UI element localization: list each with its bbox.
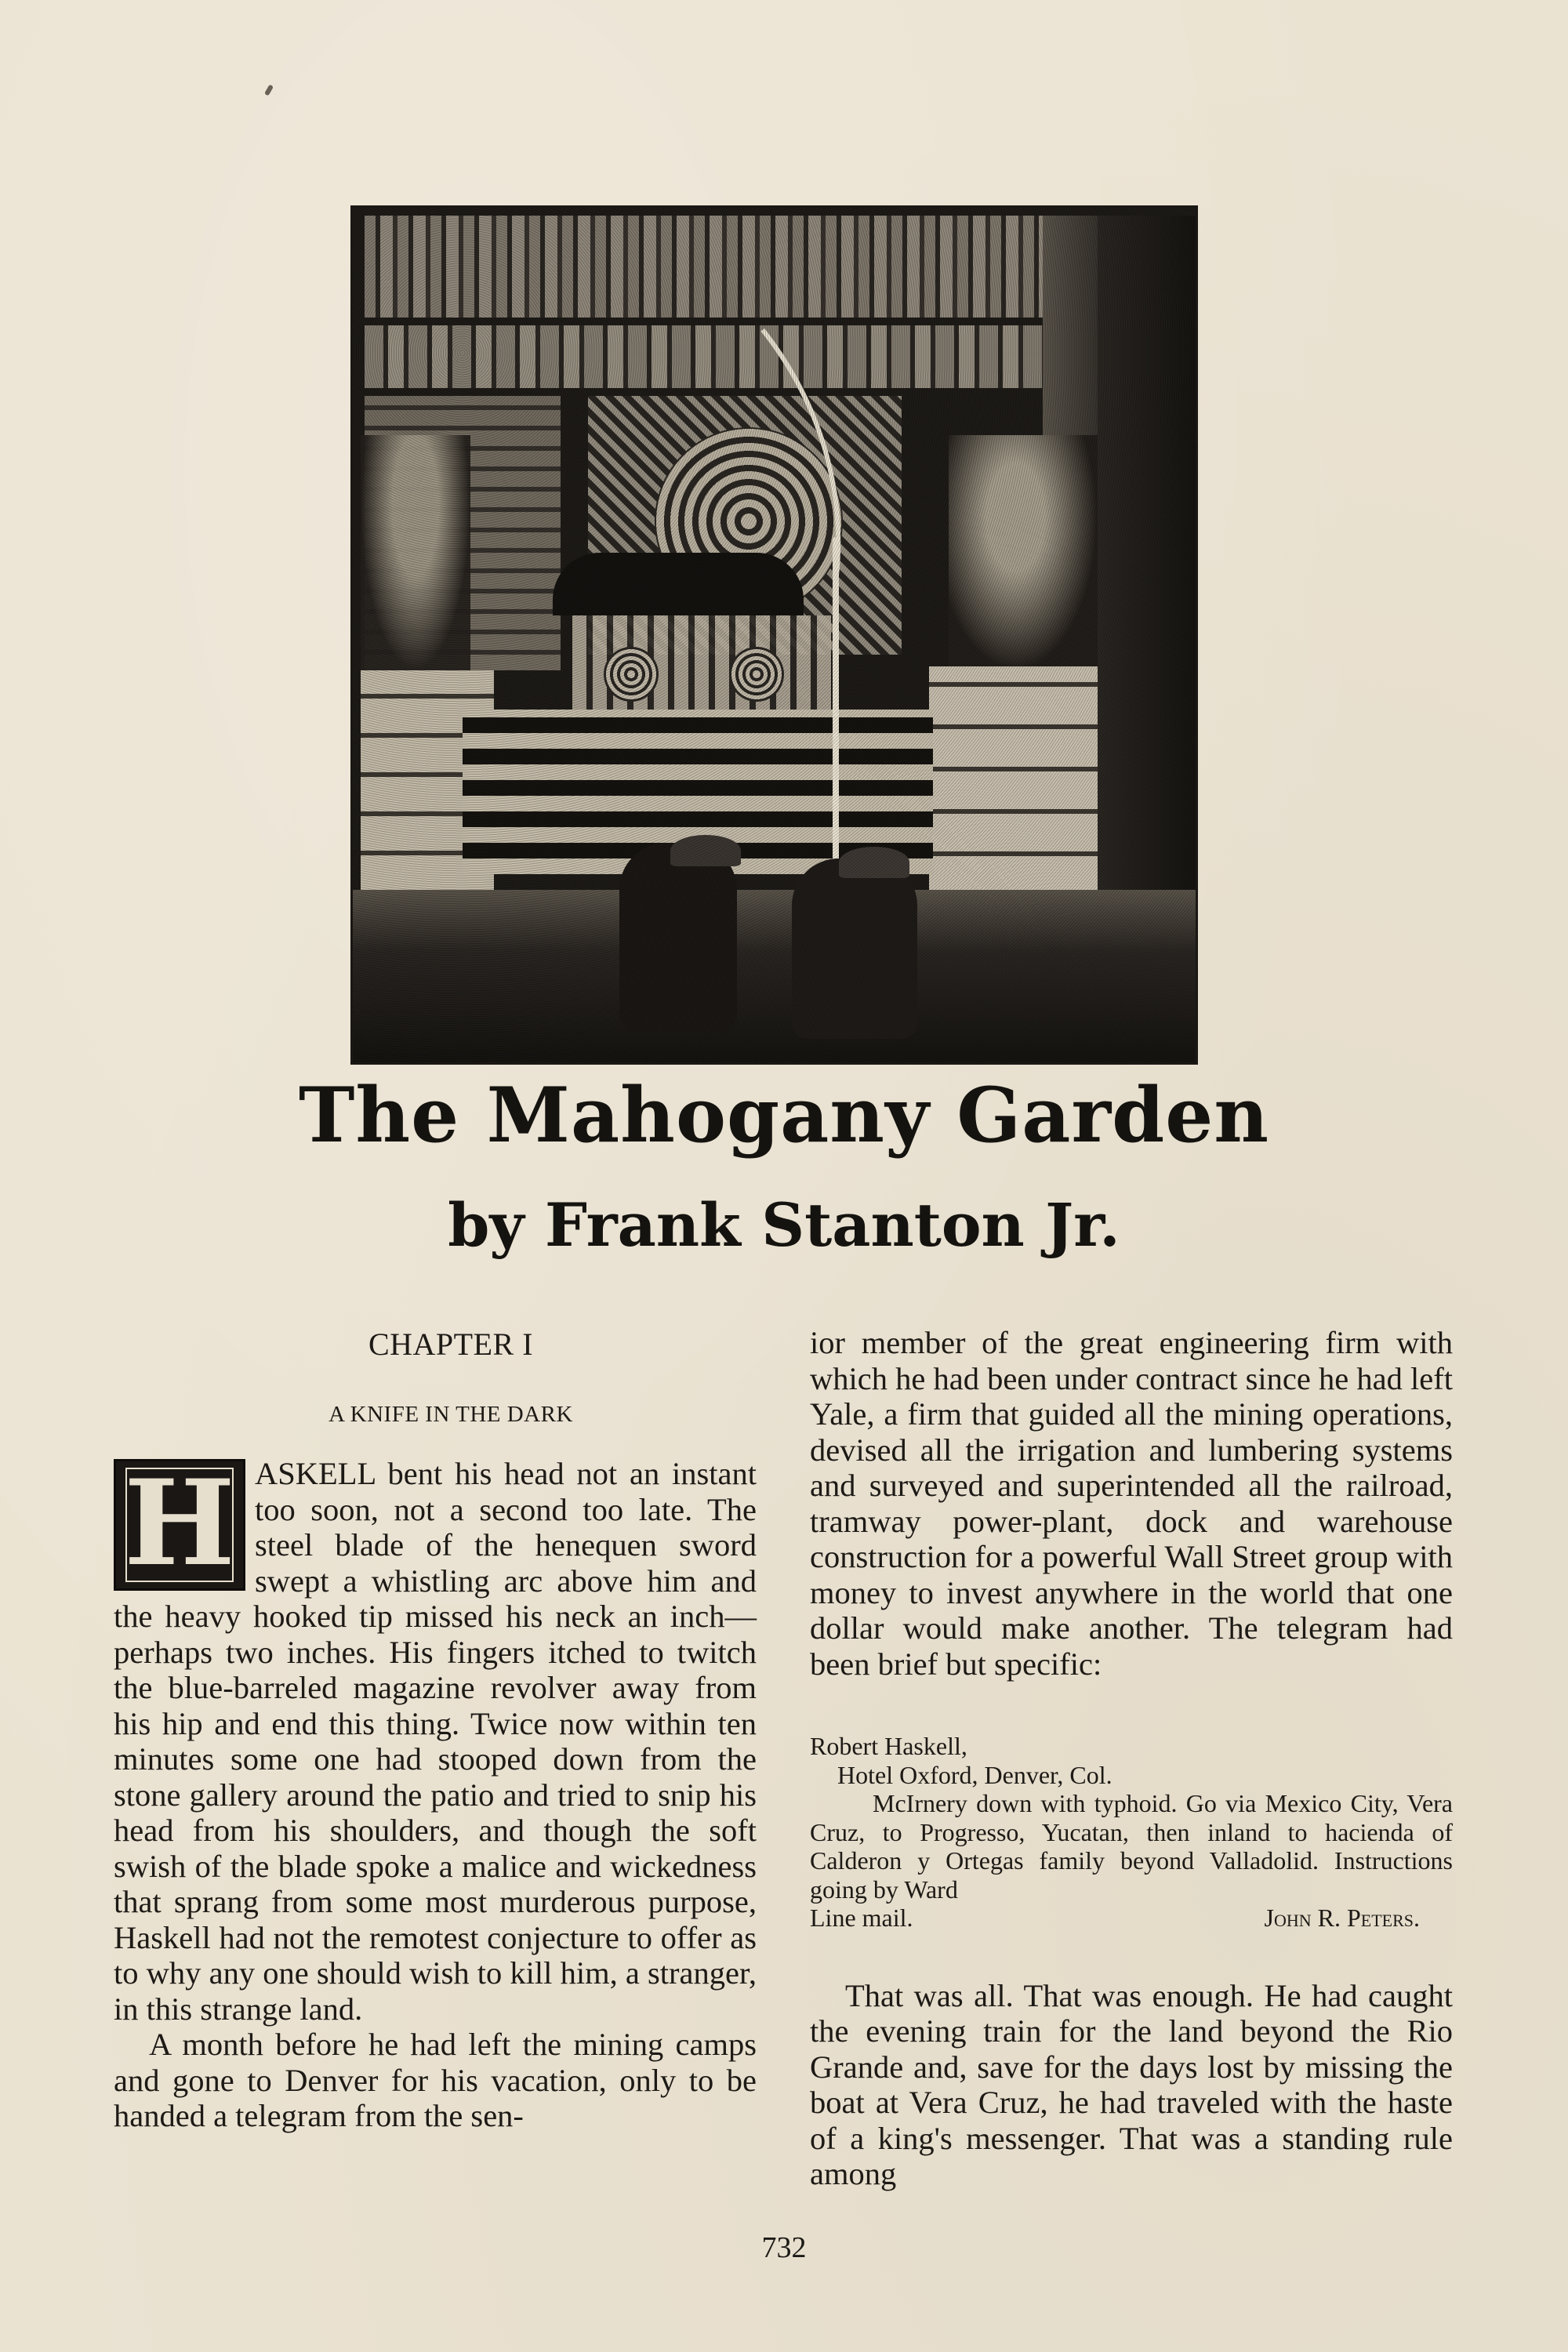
drop-cap-letter: H xyxy=(124,1454,235,1592)
article-title: The Mahogany Garden xyxy=(298,1071,1270,1160)
telegram-block xyxy=(810,1732,1453,1933)
telegram-body: McIrnery down with typhoid. Go via Mexico City, Vera Cruz, to Progresso, Yucatan, then inland to hacienda of Calderon y Ortegas family beyond Valladolid. Instructions going by Ward xyxy=(810,1789,1453,1904)
chapter-subtitle: A KNIFE IN THE DARK xyxy=(328,1402,573,1427)
paragraph: That was all. That was enough. He had caught the evening train for the land beyond the Rio Grande and, save for the days lost by missing the boat at Vera Cruz, he had traveled with the haste of a king's messenger. That was a standing rule among xyxy=(810,1977,1453,2191)
telegram-closing xyxy=(810,1904,1453,1933)
drop-cap xyxy=(114,1454,245,1592)
paragraph: ior member of the great engineering firm with which he had been under contract since he had left Yale, a firm that guided all the mining operations, devised all the irrigation and lumbering systems and surveyed and superintended all the railroad, tramway power-plant, dock and warehouse construction for a powerful Wall Street group with money to invest anywhere in the world that one dollar would make another. The telegram had been brief but specific: xyxy=(810,1325,1453,1682)
text-column-left xyxy=(114,1325,757,2134)
article-byline: by Frank Stanton Jr. xyxy=(448,1190,1120,1260)
paragraph: A month before he had left the mining camps and gone to Denver for his vacation, only to be handed a telegram from the sen- xyxy=(114,2027,757,2133)
telegram-address: Hotel Oxford, Denver, Col. xyxy=(837,1760,1112,1789)
page-number: 732 xyxy=(761,2231,807,2264)
text-column-right xyxy=(810,1325,1453,2192)
telegram-signature: John R. Peters. xyxy=(1264,1904,1420,1932)
paragraph-text: ASKELL bent his head not an instant too soon, not a second too late. The steel blade of the henequen sword swept a whistling arc above him and the heavy hooked tip missed his neck an inch—perhaps two inches. His fingers itched to twitch the blue-barreled magazine revolver away from his hip and end this thing. Twice now within ten minutes some one had stooped down from the stone gallery around the patio and tried to snip his head from his shoulders, and though the soft swish of the blade spoke a malice and wickedness that sprang from some most murderous purpose, Haskell had not the remotest conjecture to offer as to why any one should wish to kill him, a stranger, in this strange land. xyxy=(114,1456,757,2027)
chapter-heading: CHAPTER I xyxy=(368,1327,534,1362)
telegram-addressee: Robert Haskell, xyxy=(810,1732,967,1760)
header-illustration xyxy=(353,208,1196,1062)
ink-speck xyxy=(264,84,274,96)
telegram-last-line: Line mail. xyxy=(810,1904,913,1932)
halftone-grain xyxy=(353,208,1196,1062)
paragraph xyxy=(114,1456,757,2027)
